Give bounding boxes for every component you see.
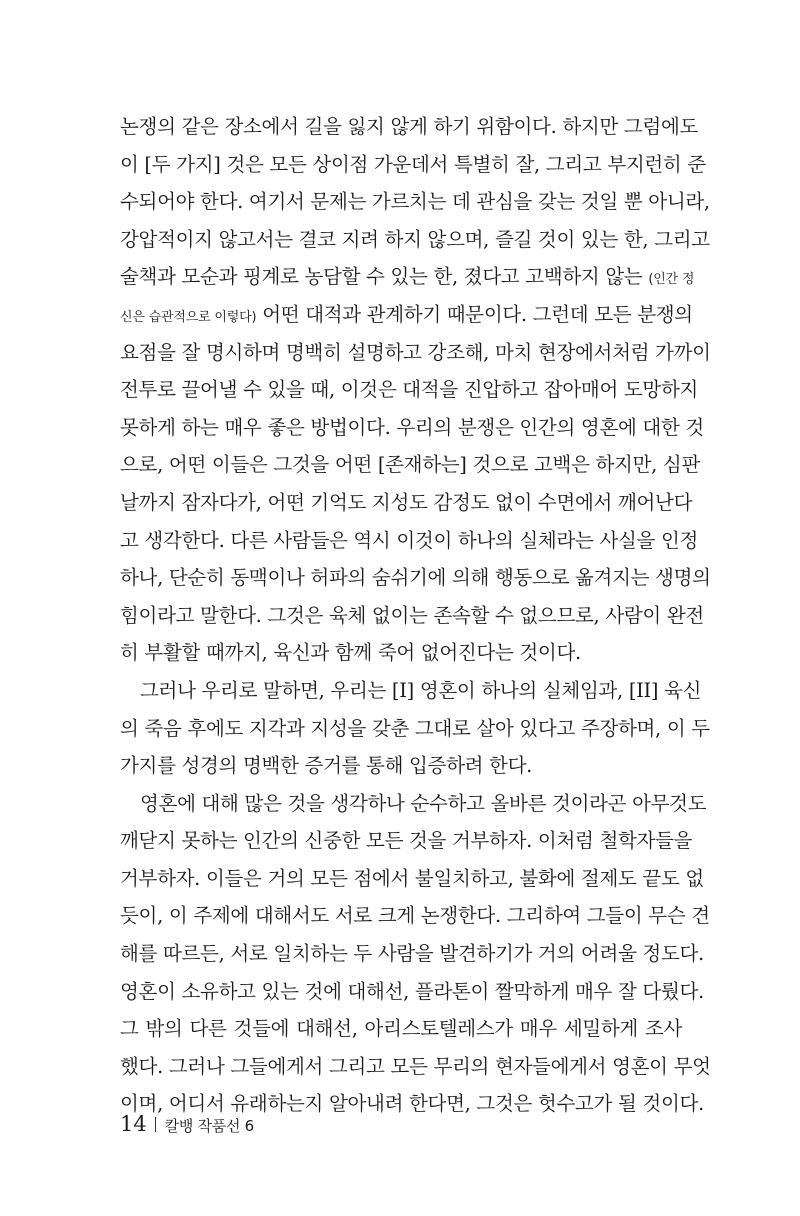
text-line: 논쟁의 같은 장소에서 길을 잃지 않게 하기 위함이다. 하지만 그럼에도 (120, 115, 699, 138)
text-line: 가지를 성경의 명백한 증거를 통해 입증하려 한다. (120, 754, 533, 778)
text-line (120, 296, 693, 334)
text-line: 히 부활할 때까지, 육신과 함께 죽어 없어진다는 것이다. (120, 641, 581, 665)
text-line: 날까지 잠자다가, 어떤 기억도 지성도 감정도 없이 수면에서 깨어난다 (120, 490, 693, 514)
text-line: 의 죽음 후에도 지각과 지성을 갖춘 그대로 살아 있다고 주장하며, 이 두 (120, 716, 710, 740)
text-line: 강압적이지 않고서는 결코 지려 하지 않으며, 즐길 것이 있는 한, 그리고 (120, 227, 710, 251)
text-segment: 어떤 대적과 관계하기 때문이다. 그런데 모든 분쟁의 (262, 302, 693, 326)
text-line: 거부하자. 이들은 거의 모든 점에서 불일치하고, 불화에 절제도 끝도 없 (120, 866, 704, 890)
text-line: 영혼에 대해 많은 것을 생각하나 순수하고 올바른 것이라곤 아무것도 (140, 791, 707, 815)
text-line: 요점을 잘 명시하며 명백히 설명하고 강조해, 마치 현장에서처럼 가까이 (120, 340, 711, 364)
footer-divider (155, 1117, 156, 1132)
page-number: 14 (120, 1112, 147, 1136)
text-line: 으로, 어떤 이들은 그것을 어떤 [존재하는] 것으로 고백은 하지만, 심판 (120, 453, 700, 477)
text-line: 이며, 어디서 유래하는지 알아내려 한다면, 그것은 헛수고가 될 것이다. (120, 1092, 704, 1116)
text-segment: 술책과 모순과 핑계로 농담할 수 있는 한, 졌다고 고백하지 않는 (120, 265, 643, 289)
text-line: 전투로 끌어낼 수 있을 때, 이것은 대적을 진압하고 잡아매어 도망하지 (120, 378, 699, 402)
text-line: 해를 따르든, 서로 일치하는 두 사람을 발견하기가 거의 어려울 정도다. (120, 942, 704, 966)
text-line: 깨닫지 못하는 인간의 신중한 모든 것을 거부하자. 이처럼 철학자들을 (120, 829, 693, 853)
parenthetical-note: (인간 정 (648, 272, 695, 288)
text-line: 그러나 우리로 말하면, 우리는 [I] 영혼이 하나의 실체임과, [II] 육신 (140, 678, 702, 702)
text-line: 영혼이 소유하고 있는 것에 대해선, 플라톤이 짤막하게 매우 잘 다뤘다. (120, 979, 704, 1003)
text-line: 듯이, 이 주제에 대해서도 서로 크게 논쟁한다. 그리하여 그들이 무슨 견 (120, 904, 710, 928)
text-line: 그 밖의 다른 것들에 대해선, 아리스토텔레스가 매우 세밀하게 조사 (120, 1017, 682, 1041)
text-line (120, 258, 695, 296)
text-line: 했다. 그러나 그들에게서 그리고 모든 무리의 현자들에게서 영혼이 무엇 (120, 1054, 711, 1078)
book-title: 칼뱅 작품선 6 (164, 1117, 254, 1135)
text-line: 수되어야 한다. 여기서 문제는 가르치는 데 관심을 갖는 것일 뿐 아니라, (120, 190, 710, 214)
page-footer (120, 1112, 254, 1136)
text-line: 힘이라고 말한다. 그것은 육체 없이는 존속할 수 없으므로, 사람이 완전 (120, 603, 704, 627)
text-line: 못하게 하는 매우 좋은 방법이다. 우리의 분쟁은 인간의 영혼에 대한 것 (120, 415, 704, 439)
text-line: 고 생각한다. 다른 사람들은 역시 이것이 하나의 실체라는 사실을 인정 (120, 528, 699, 552)
parenthetical-note: 신은 습관적으로 이렇다) (120, 309, 257, 325)
text-line: 하나, 단순히 동맥이나 허파의 숨쉬기에 의해 행동으로 옮겨지는 생명의 (120, 566, 711, 590)
text-line: 이 [두 가지] 것은 모든 상이점 가운데서 특별히 잘, 그리고 부지런히 준 (120, 152, 706, 176)
body-text (120, 108, 711, 1123)
